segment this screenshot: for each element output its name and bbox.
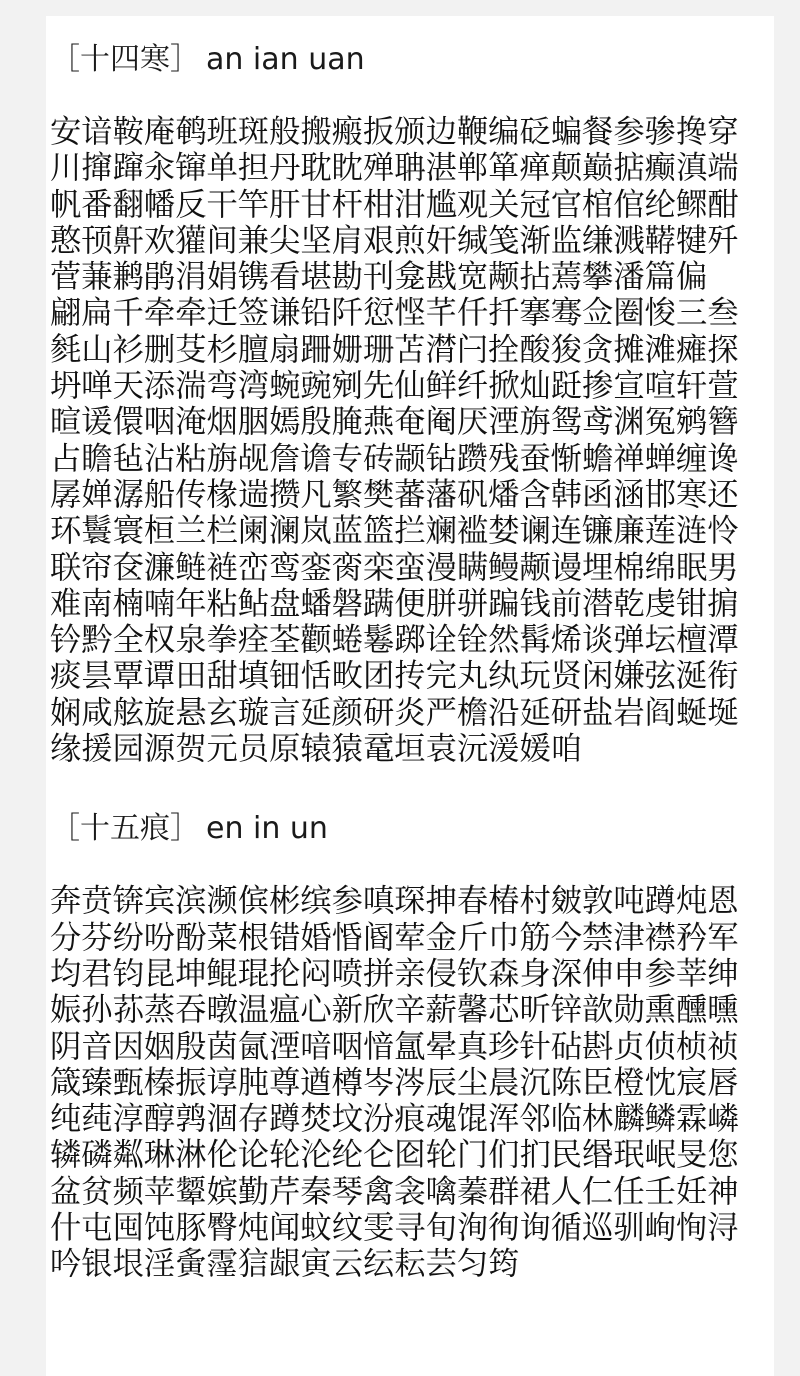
character-line: 环鬟寰桓兰栏阑澜岚蓝篮拦斓褴婪谰连镰廉莲涟怜 [50,513,739,550]
character-line: 菅蒹鹣鹃涓娟镌看堪勘刊龛戡宽颟拈蔫攀潘篇偏 [50,259,708,296]
character-line: 辚磷粼琳淋伦论轮沦纶仑囵轮门们扪民缗珉岷旻您 [50,1137,739,1174]
character-line: 吟银垠淫夤霪狺龈寅云纭耘芸匀筠 [50,1246,520,1283]
section-title: ［十五痕］ [50,811,200,847]
character-line: 孱婵潺船传椽遄攒凡繁樊蕃藩矾燔含韩函涵邯寒还 [50,476,739,513]
section-heading [50,807,774,851]
character-line: 什屯囤饨豚臀炖闻蚊纹雯寻旬洵徇询循巡驯峋恂浔 [50,1210,739,1247]
character-line: 钤黔全权泉拳痊荃颧蜷鬈踯诠铨然髯烯谈弹坛檀潭 [50,622,739,659]
character-line: 占瞻毡沾粘旃觇詹谵专砖颛钻躜残蚕惭蟾禅蝉缠谗 [50,440,739,477]
section-romanization: en in un [206,811,328,847]
character-list [50,883,774,1282]
section-romanization: an ian uan [206,42,365,77]
character-line: 阴音因姻殷茵氤湮喑咽愔氲晕真珍针砧斟贞侦桢祯 [50,1028,739,1065]
character-line: 娴咸舷旋悬玄璇言延颜研炎严檐沿延研盐岩阎蜒埏 [50,694,739,731]
character-line: 川撺蹿汆镩单担丹耽眈殚聃湛郸箪瘅颠巅掂癫滇端 [50,150,739,187]
section-shisi-han [50,38,774,767]
section-title: ［十四寒］ [50,42,200,77]
character-line: 均君钧昆坤鲲琨抡闷喷拼亲侵钦森身深伸申参莘绅 [50,955,739,992]
character-line: 娠孙荪蒸吞暾温瘟心新欣辛薪馨芯昕锌歆勋熏醺曛 [50,992,739,1029]
character-line: 缘援园源贺元员原辕猿鼋垣袁沅湲媛咱 [50,731,583,768]
character-line: 安谙鞍庵鹌班斑般搬瘢扳颁边鞭编砭蝙餐参骖搀穿 [50,114,739,150]
section-shiwu-hen [50,807,774,1282]
character-line: 联帘奁濂鲢裢峦鸾銮脔栾蛮漫瞒鳗颟谩埋棉绵眠男 [50,549,739,586]
character-list [50,114,774,767]
character-line: 分芬纷吩酚菜根错婚惛阍荤金斤巾筋今禁津襟矜军 [50,919,739,956]
character-line: 暄谖儇咽淹烟胭嫣殷腌燕奄阉厌湮旃鸳鸢渊冤鹓簪 [50,404,739,441]
character-line: 盆贫频苹颦嫔勤芹秦琴禽衾噙蓁群裙人仁任壬妊神 [50,1173,739,1210]
character-line: 纯莼淳醇鹑涸存蹲焚坟汾痕魂馄浑邻临林麟鳞霖嶙 [50,1101,739,1138]
character-line: 难南楠喃年粘鲇盘蟠磐蹒便胼骈蹁钱前潜乾虔钳掮 [50,585,739,622]
character-line: 箴臻甄榛振谆肫尊遒樽岑涔辰尘晨沉陈臣橙忱宸唇 [50,1064,739,1101]
character-line: 坍啴天添湍弯湾蜿豌剜先仙鲜纤掀灿跹掺宣喧轩萱 [50,368,739,405]
character-line: 帆番翻幡反干竿肝甘杆柑泔尴观关冠官棺倌纶鳏酣 [50,186,739,223]
character-line: 奔贲锛宾滨濒傧彬缤参嗔琛抻春椿村皴敦吨蹲炖恩 [50,883,739,920]
character-line: 翩扁千牵牵迁签谦铅阡愆悭芊仟扦搴骞佥圈悛三叁 [50,295,739,332]
section-heading [50,38,774,82]
character-line: 毵山衫删芟杉膻扇跚姗珊苫潸闩拴酸狻贪摊滩瘫探 [50,331,739,368]
character-line: 痰昙覃谭田甜填钿恬畋团抟完丸纨玩贤闲嫌弦涎衔 [50,658,739,695]
character-line: 憨顸鼾欢獾间兼尖坚肩艰煎奸缄笺渐监缣溅鞯犍歼 [50,222,739,259]
document-page [46,16,774,1376]
